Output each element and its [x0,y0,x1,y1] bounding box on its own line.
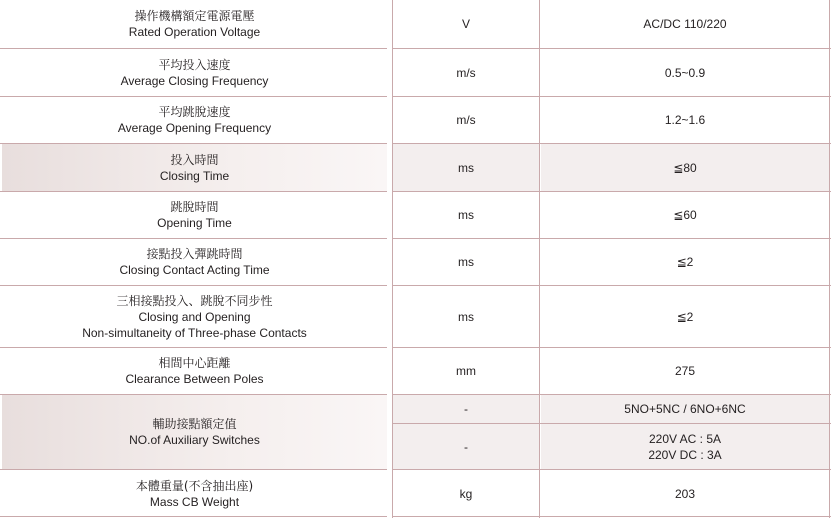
param-en: Opening Time [157,216,232,230]
param-zh: 平均投入速度 [158,57,231,72]
unit-cell: - [393,395,539,423]
value-text: 275 [674,364,696,378]
param-en: Closing Time [159,168,230,183]
value-text: ≦60 [673,208,697,222]
param-zh: 三相接點投入、跳脫不同步性 [116,293,273,308]
row-divider [0,143,831,144]
column-divider [829,0,830,518]
value-cell [541,0,829,48]
row-divider [0,347,831,348]
unit-cell: V [461,17,470,31]
param-en: Average Closing Frequency [120,73,269,88]
row-divider [0,469,831,470]
row-divider [0,48,831,49]
param-zh: 輔助接點額定值 [152,417,237,431]
unit-cell: m/s [456,113,476,127]
param-cell-pole-clearance [2,348,387,394]
param-zh: 平均跳脫速度 [158,105,231,119]
param-cell-opening-time [2,192,387,238]
value-text: 220V DC : 3A [648,447,722,462]
column-divider [392,0,393,518]
unit-cell: m/s [456,65,476,80]
param-zh: 接點投入彈跳時間 [146,247,243,261]
param-en: NO.of Auxiliary Switches [129,433,260,447]
row-divider [0,285,831,286]
value-text: 1.2~1.6 [664,113,706,127]
param-cell-auxiliary-switches [2,395,387,469]
param-en: Closing and Opening [138,309,251,324]
value-cell [541,286,829,347]
value-text: 220V AC : 5A [648,431,722,446]
param-cell-opening-frequency [2,97,387,143]
param-zh: 跳脫時間 [170,200,219,214]
row-divider [0,191,831,192]
param-cell-mass-weight [2,470,387,517]
row-divider [0,96,831,97]
unit-cell: - [393,424,539,469]
param-en: Rated Operation Voltage [128,25,261,39]
param-en: Clearance Between Poles [125,372,264,386]
value-text: AC/DC 110/220 [643,17,727,31]
param-zh: 投入時間 [170,152,219,167]
unit-cell: mm [456,364,476,378]
param-cell-closing-time [2,144,387,191]
param-en: Non-simultaneity of Three-phase Contacts [82,325,307,340]
row-divider [0,516,831,517]
row-divider [0,394,831,395]
value-cell [541,192,829,238]
row-divider [0,238,831,239]
value-cell [541,424,829,469]
param-cell-rated-voltage [2,0,387,48]
value-cell [541,239,829,285]
value-text: 0.5~0.9 [664,65,706,80]
value-text: 203 [674,486,696,501]
param-en: Mass CB Weight [149,494,240,509]
value-cell [541,49,829,96]
value-text: ≦2 [676,309,694,324]
value-text: ≦80 [673,160,697,175]
value-cell [541,97,829,143]
value-text: ≦2 [676,255,694,269]
param-zh: 本體重量(不含抽出座) [135,478,254,493]
param-zh: 操作機構額定電源電壓 [134,9,255,23]
unit-cell: ms [458,309,474,324]
unit-cell: ms [393,144,539,191]
param-zh: 相間中心距離 [158,356,231,370]
unit-cell: ms [458,255,474,269]
param-en: Average Opening Frequency [117,121,272,135]
unit-cell: kg [459,486,473,501]
param-cell-contact-acting-time [2,239,387,285]
value-cell [541,144,829,191]
param-cell-closing-frequency [2,49,387,96]
unit-cell: ms [458,208,474,222]
value-cell [541,395,829,423]
column-divider [539,0,540,518]
param-cell-non-simultaneity [2,286,387,347]
sub-row-divider [392,423,831,424]
param-en: Closing Contact Acting Time [119,263,270,277]
value-text: 5NO+5NC / 6NO+6NC [624,402,746,416]
value-cell [541,348,829,394]
value-cell [541,470,829,517]
